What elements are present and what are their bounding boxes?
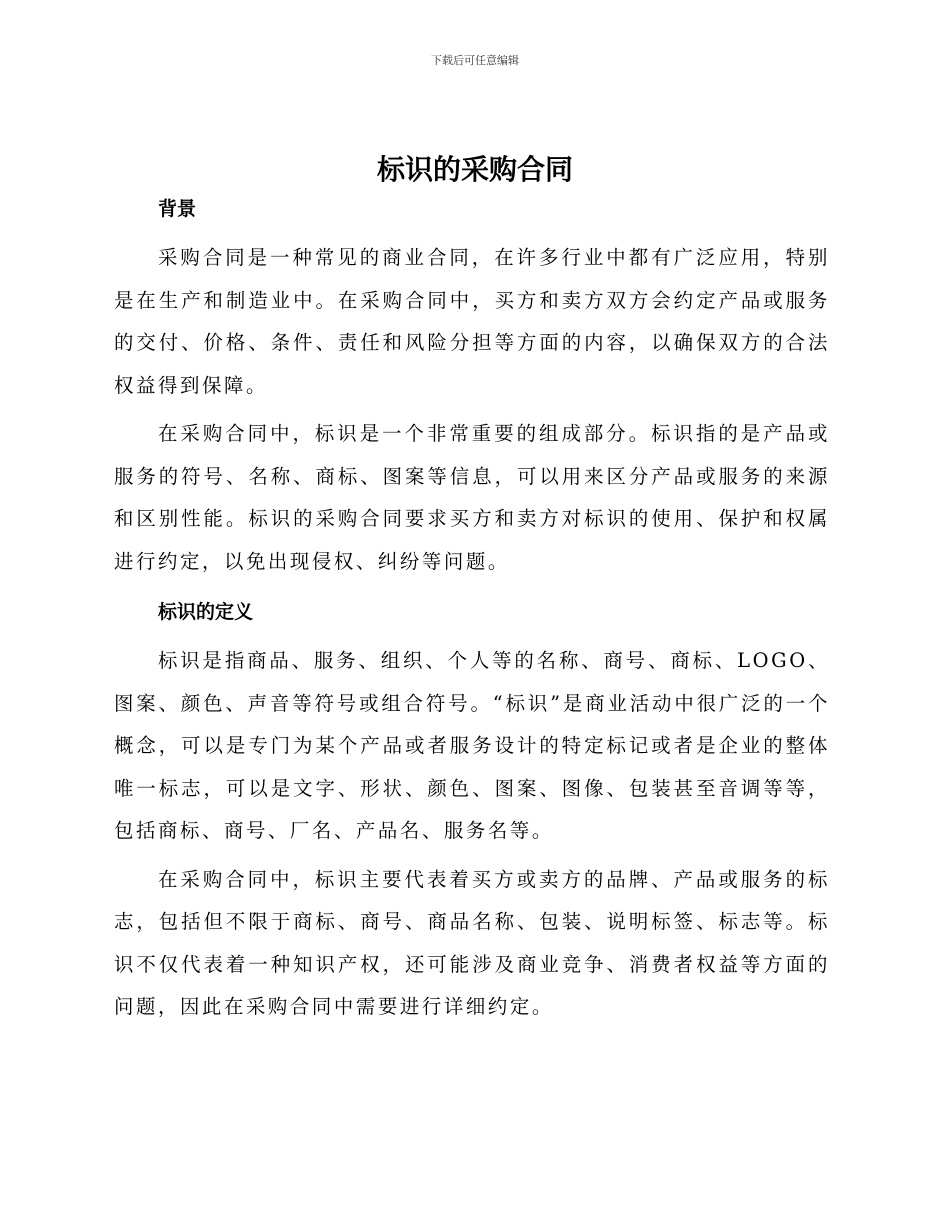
section-background: [114, 194, 830, 583]
document-title: 标识的采购合同: [376, 153, 573, 186]
document-body: [114, 194, 830, 1035]
paragraph: 标识是指商品、服务、组织、个人等的名称、商号、商标、LOGO、图案、颜色、声音等符号或组合符号。“标识”是商业活动中很广泛的一个概念，可以是专门为某个产品或者服务设计的特定标记或者是企业的整体唯一标志，可以是文字、形状、颜色、图案、图像、包装甚至音调等等，包括商标、商号、厂名、产品名、服务名等。: [114, 649, 830, 842]
section-definition: [114, 597, 830, 1029]
section-heading: 背景: [158, 198, 197, 220]
page-header: 下载后可任意编辑: [431, 54, 519, 67]
section-heading: 标识的定义: [158, 601, 254, 623]
paragraph: 采购合同是一种常见的商业合同，在许多行业中都有广泛应用，特别是在生产和制造业中。在采购合同中，买方和卖方双方会约定产品或服务的交付、价格、条件、责任和风险分担等方面的内容，以确保双方的合法权益得到保障。: [114, 246, 830, 397]
paragraph: 在采购合同中，标识是一个非常重要的组成部分。标识指的是产品或服务的符号、名称、商标、图案等信息，可以用来区分产品或服务的来源和区别性能。标识的采购合同要求买方和卖方对标识的使用、保护和权属进行约定，以免出现侵权、纠纷等问题。: [114, 422, 830, 573]
paragraph: 在采购合同中，标识主要代表着买方或卖方的品牌、产品或服务的标志，包括但不限于商标、商号、商品名称、包装、说明标签、标志等。标识不仅代表着一种知识产权，还可能涉及商业竞争、消费者权益等方面的问题，因此在采购合同中需要进行详细约定。: [114, 867, 830, 1018]
